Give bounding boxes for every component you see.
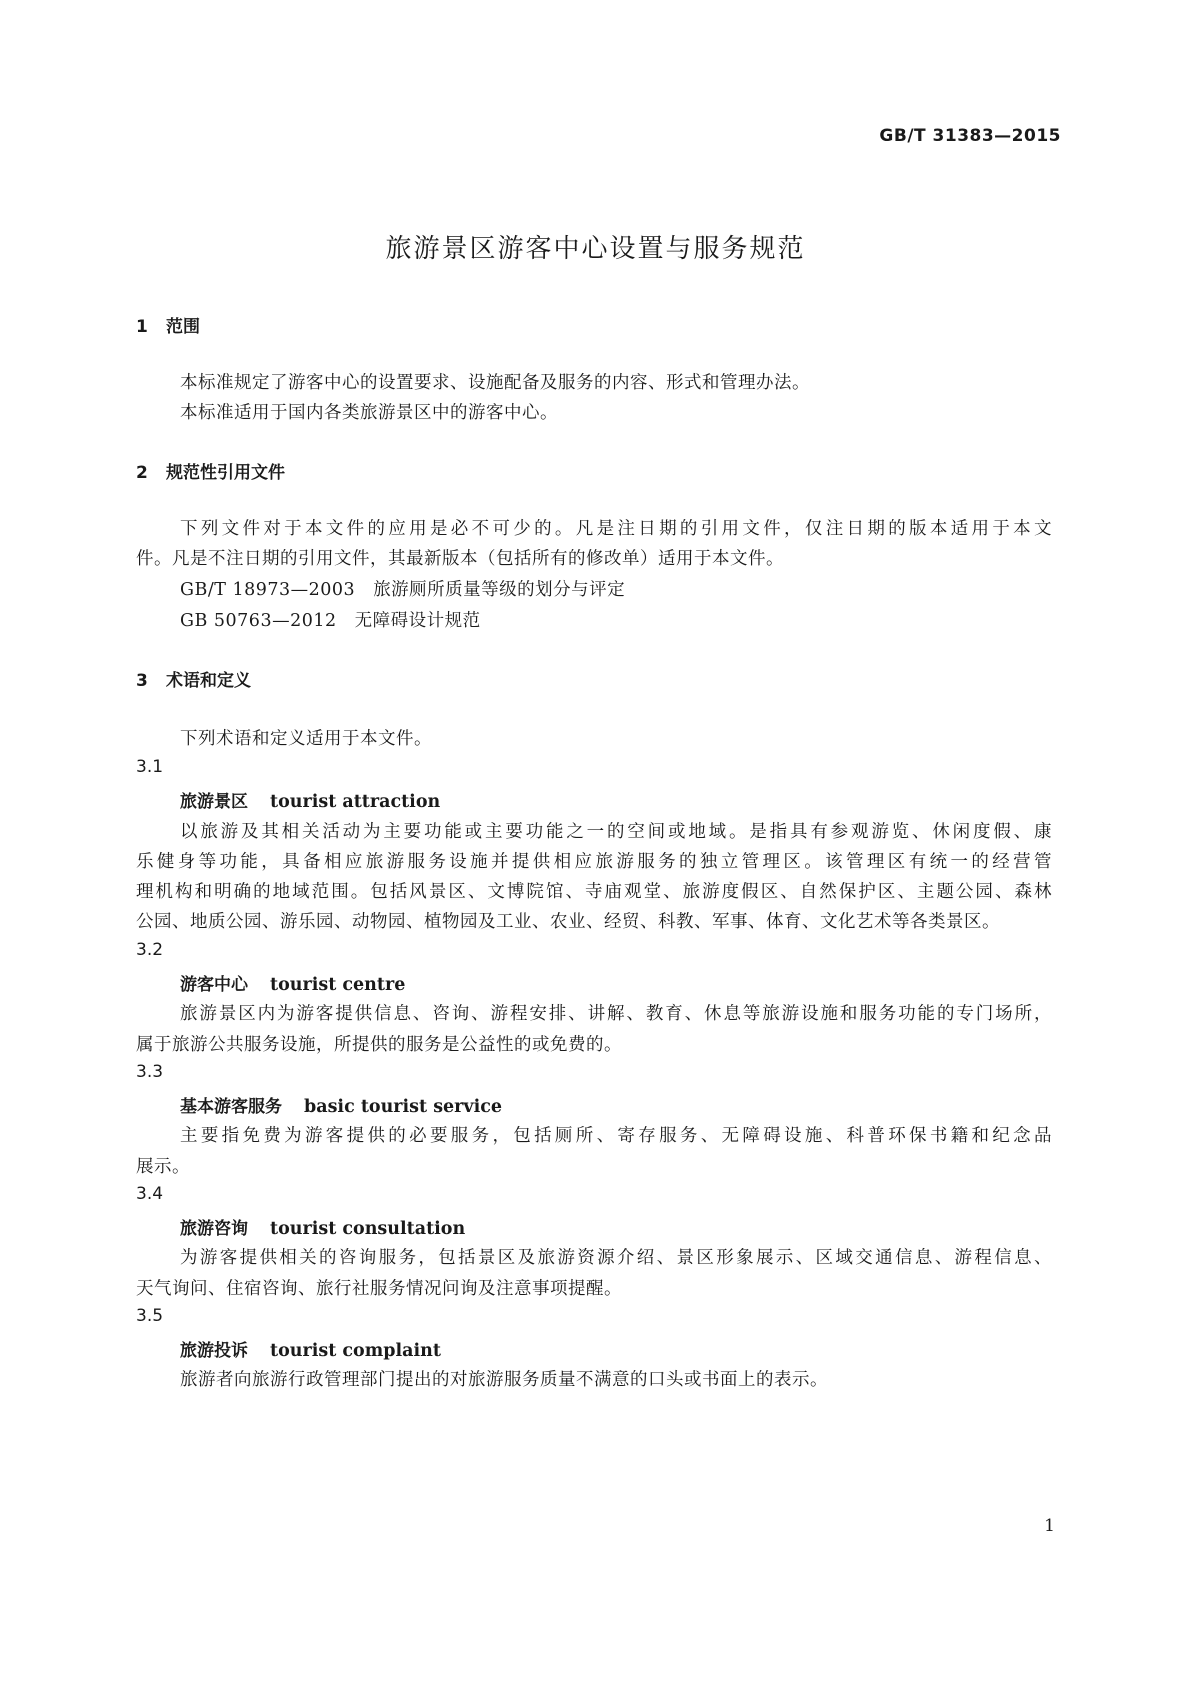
definition-line: 公园、地质公园、游乐园、动物园、植物园及工业、农业、经贸、科教、军事、体育、文化艺术等各类景区。 bbox=[136, 912, 1000, 932]
term-chinese: 旅游景区 bbox=[180, 792, 248, 812]
section-number: 2 bbox=[136, 463, 148, 483]
clause-number: 3.1 bbox=[136, 757, 164, 777]
terms-intro: 下列术语和定义适用于本文件。 bbox=[180, 729, 432, 749]
section-title: 范围 bbox=[166, 317, 200, 337]
definition-line: 旅游者向旅游行政管理部门提出的对旅游服务质量不满意的口头或书面上的表示。 bbox=[180, 1370, 828, 1390]
term-entry bbox=[180, 970, 405, 995]
term-entry bbox=[180, 1092, 502, 1117]
term-entry bbox=[180, 787, 440, 812]
document-title: 旅游景区游客中心设置与服务规范 bbox=[385, 234, 806, 264]
term-entry bbox=[180, 1336, 441, 1361]
term-chinese: 旅游咨询 bbox=[180, 1219, 248, 1239]
term-chinese: 旅游投诉 bbox=[180, 1341, 248, 1361]
clause-number: 3.5 bbox=[136, 1306, 164, 1326]
term-entry bbox=[180, 1214, 465, 1239]
scope-paragraph: 本标准规定了游客中心的设置要求、设施配备及服务的内容、形式和管理办法。 bbox=[180, 373, 810, 393]
definition-line: 天气询问、住宿咨询、旅行社服务情况问询及注意事项提醒。 bbox=[136, 1279, 622, 1299]
definition-line: 旅游景区内为游客提供信息、咨询、游程安排、讲解、教育、休息等旅游设施和服务功能的专门场所， bbox=[180, 1004, 1052, 1024]
references-intro-line: 下列文件对于本文件的应用是必不可少的。凡是注日期的引用文件，仅注日期的版本适用于本文 bbox=[180, 519, 1052, 539]
definition-line: 属于旅游公共服务设施，所提供的服务是公益性的或免费的。 bbox=[136, 1035, 622, 1055]
clause-number: 3.4 bbox=[136, 1184, 164, 1204]
section-title: 术语和定义 bbox=[166, 671, 251, 691]
term-english: basic tourist service bbox=[304, 1097, 503, 1117]
standard-number: GB/T 31383—2015 bbox=[879, 126, 1061, 146]
scope-paragraph: 本标准适用于国内各类旅游景区中的游客中心。 bbox=[180, 403, 558, 423]
section-number: 3 bbox=[136, 671, 148, 691]
term-english: tourist complaint bbox=[270, 1341, 441, 1361]
section-heading-scope bbox=[136, 312, 200, 337]
reference-code: GB 50763—2012 bbox=[180, 611, 337, 631]
term-chinese: 游客中心 bbox=[180, 975, 248, 995]
section-heading-terms bbox=[136, 666, 251, 691]
definition-line: 展示。 bbox=[136, 1157, 190, 1177]
definition-line: 乐健身等功能，具备相应旅游服务设施并提供相应旅游服务的独立管理区。该管理区有统一的经营管 bbox=[136, 852, 1052, 872]
section-title: 规范性引用文件 bbox=[166, 463, 285, 483]
term-english: tourist consultation bbox=[270, 1219, 466, 1239]
section-heading-references bbox=[136, 458, 285, 483]
term-chinese: 基本游客服务 bbox=[180, 1097, 282, 1117]
section-number: 1 bbox=[136, 317, 148, 337]
definition-line: 以旅游及其相关活动为主要功能或主要功能之一的空间或地域。是指具有参观游览、休闲度假、康 bbox=[180, 822, 1052, 842]
reference-title: 旅游厕所质量等级的划分与评定 bbox=[373, 580, 626, 600]
clause-number: 3.3 bbox=[136, 1062, 164, 1082]
reference-item bbox=[180, 576, 625, 601]
reference-item bbox=[180, 607, 481, 632]
definition-line: 理机构和明确的地域范围。包括风景区、文博院馆、寺庙观堂、旅游度假区、自然保护区、主题公园、森林 bbox=[136, 882, 1052, 902]
term-english: tourist centre bbox=[270, 975, 406, 995]
reference-code: GB/T 18973—2003 bbox=[180, 580, 356, 600]
definition-line: 为游客提供相关的咨询服务，包括景区及旅游资源介绍、景区形象展示、区域交通信息、游程信息、 bbox=[180, 1248, 1052, 1268]
term-english: tourist attraction bbox=[270, 792, 441, 812]
references-intro-line: 件。凡是不注日期的引用文件，其最新版本（包括所有的修改单）适用于本文件。 bbox=[136, 549, 784, 569]
clause-number: 3.2 bbox=[136, 940, 164, 960]
definition-line: 主要指免费为游客提供的必要服务，包括厕所、寄存服务、无障碍设施、科普环保书籍和纪念品 bbox=[180, 1126, 1052, 1146]
reference-title: 无障碍设计规范 bbox=[354, 611, 481, 631]
page-number: 1 bbox=[1044, 1516, 1055, 1536]
